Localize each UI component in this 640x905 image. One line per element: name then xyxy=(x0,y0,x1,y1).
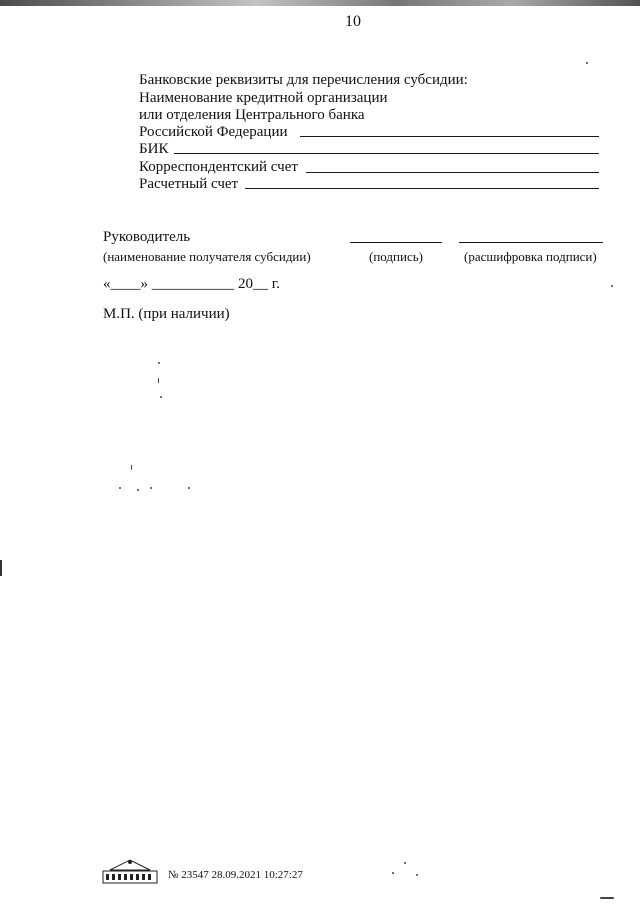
correspondent-account-fill-line xyxy=(306,172,599,173)
scan-speck xyxy=(158,378,159,383)
scan-speck xyxy=(188,487,190,489)
current-account-fill-line xyxy=(245,188,599,189)
scan-speck xyxy=(137,489,139,491)
scan-speck xyxy=(158,362,160,364)
org-name-label-line3: Российской Федерации xyxy=(139,124,288,140)
scan-speck xyxy=(600,897,614,899)
scan-speck xyxy=(119,487,121,489)
recipient-caption: (наименование получателя субсидии) xyxy=(103,249,311,264)
bik-fill-line xyxy=(174,153,599,154)
date-line: «____» ___________ 20__ г. xyxy=(103,276,280,292)
scan-speck xyxy=(131,465,132,470)
document-registration-number: № 23547 28.09.2021 10:27:27 xyxy=(168,869,303,881)
scan-speck xyxy=(160,396,162,398)
decoding-caption: (расшифровка подписи) xyxy=(464,249,597,264)
current-account-label: Расчетный счет xyxy=(139,176,239,192)
correspondent-account-label: Корреспондентский счет xyxy=(139,159,298,175)
registry-stamp-emblem xyxy=(102,857,158,885)
scan-speck xyxy=(586,62,588,64)
scan-speck xyxy=(404,862,406,864)
scan-edge-mark xyxy=(0,560,2,576)
bik-label: БИК xyxy=(139,141,169,157)
org-name-label-line2: или отделения Центрального банка xyxy=(139,107,365,123)
signature-caption: (подпись) xyxy=(369,249,423,264)
org-name-label-line1: Наименование кредитной организации xyxy=(139,90,388,106)
scan-edge xyxy=(0,0,640,6)
org-name-fill-line xyxy=(300,136,599,137)
scan-speck xyxy=(150,487,152,489)
scan-speck xyxy=(392,872,394,874)
seal-note: М.П. (при наличии) xyxy=(103,306,230,322)
signature-fill-line xyxy=(350,242,442,243)
decoding-fill-line xyxy=(459,242,603,243)
scan-speck xyxy=(416,874,418,876)
scan-speck xyxy=(611,285,613,287)
bank-details-heading: Банковские реквизиты для перечисления субсидии: xyxy=(139,72,468,88)
head-label: Руководитель xyxy=(103,229,191,245)
page-number: 10 xyxy=(345,13,361,30)
